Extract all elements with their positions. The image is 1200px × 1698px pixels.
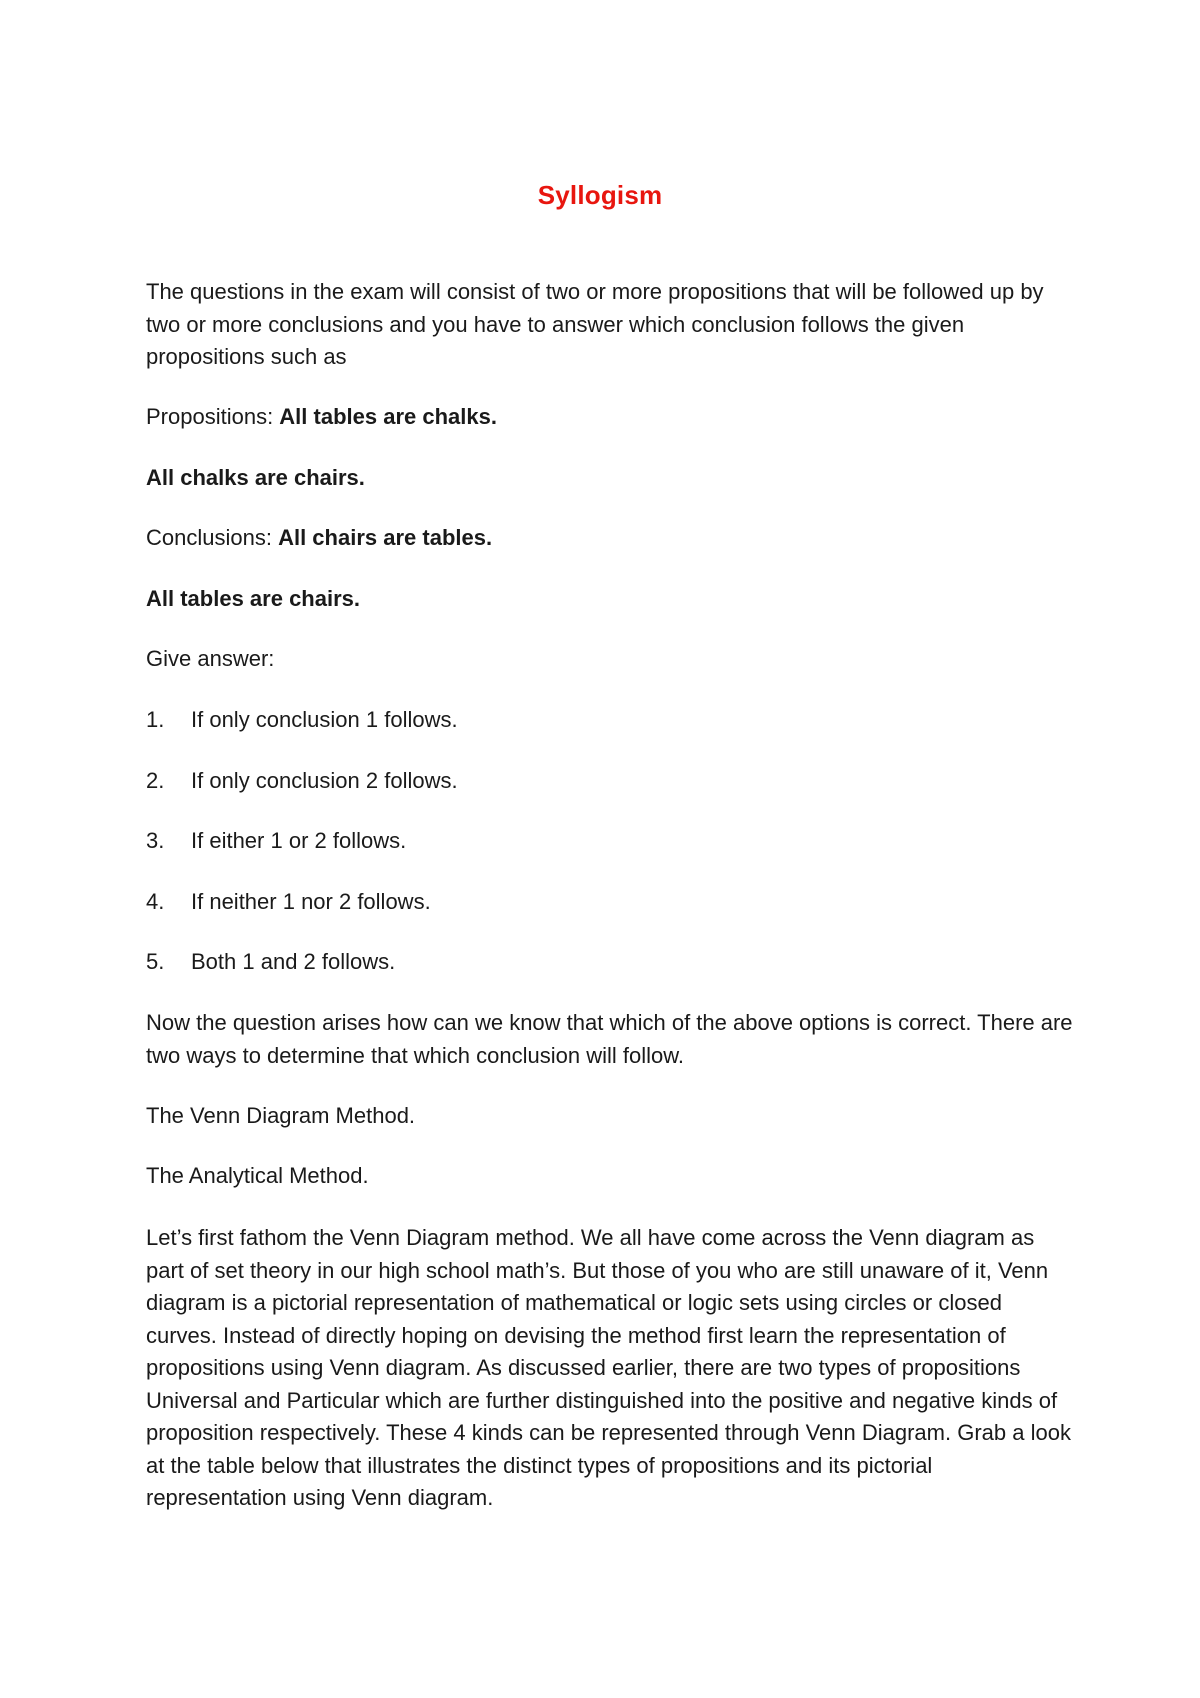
option-text: Both 1 and 2 follows. <box>191 949 396 974</box>
conclusion-1: All chairs are tables. <box>278 525 493 550</box>
conclusions-line <box>146 522 1076 555</box>
option-text: If only conclusion 1 follows. <box>191 707 458 732</box>
page-title: Syllogism <box>537 180 663 210</box>
option-text: If either 1 or 2 follows. <box>191 828 407 853</box>
option-number: 5. <box>146 949 165 974</box>
propositions-label: Propositions: <box>146 404 280 429</box>
give-answer-label: Give answer: <box>146 646 275 671</box>
conclusion-2: All tables are chairs. <box>146 586 360 611</box>
method-2: The Analytical Method. <box>146 1163 369 1188</box>
conclusions-label: Conclusions: <box>146 525 279 550</box>
option-number: 4. <box>146 889 165 914</box>
proposition-2: All chalks are chairs. <box>146 465 365 490</box>
option-number: 1. <box>146 707 165 732</box>
option-number: 3. <box>146 828 165 853</box>
question-paragraph: Now the question arises how can we know that which of the above options is correct. There are two ways to determine that which conclusion will follow. <box>146 1010 1073 1068</box>
answer-option-3 <box>146 825 1076 858</box>
answer-option-4 <box>146 886 1076 919</box>
venn-paragraph: Let’s first fathom the Venn Diagram method. We all have come across the Venn diagram as part of set theory in our high school math’s. But those of you who are still unaware of it, Venn diagram is a pictorial representation of mathematical or logic sets using circles or closed curves. Instead of directly hoping on devising the method first learn the representation of propositions using Venn diagram. As discussed earlier, there are two types of propositions Universal and Particular which are further distinguished into the positive and negative kinds of proposition respectively. These 4 kinds can be represented through Venn Diagram. Grab a look at the table below that illustrates the distinct types of propositions and its pictorial representation using Venn diagram. <box>146 1225 1071 1510</box>
propositions-line <box>146 401 1076 434</box>
answer-option-5 <box>146 946 1076 979</box>
proposition-1: All tables are chalks. <box>279 404 497 429</box>
option-number: 2. <box>146 768 165 793</box>
method-1: The Venn Diagram Method. <box>146 1103 416 1128</box>
intro-paragraph: The questions in the exam will consist of two or more propositions that will be followed up by two or more conclusions and you have to answer which conclusion follows the given propositions such as <box>146 279 1044 369</box>
answer-option-1 <box>146 704 1076 737</box>
answer-option-2 <box>146 765 1076 798</box>
option-text: If neither 1 nor 2 follows. <box>191 889 431 914</box>
option-text: If only conclusion 2 follows. <box>191 768 458 793</box>
